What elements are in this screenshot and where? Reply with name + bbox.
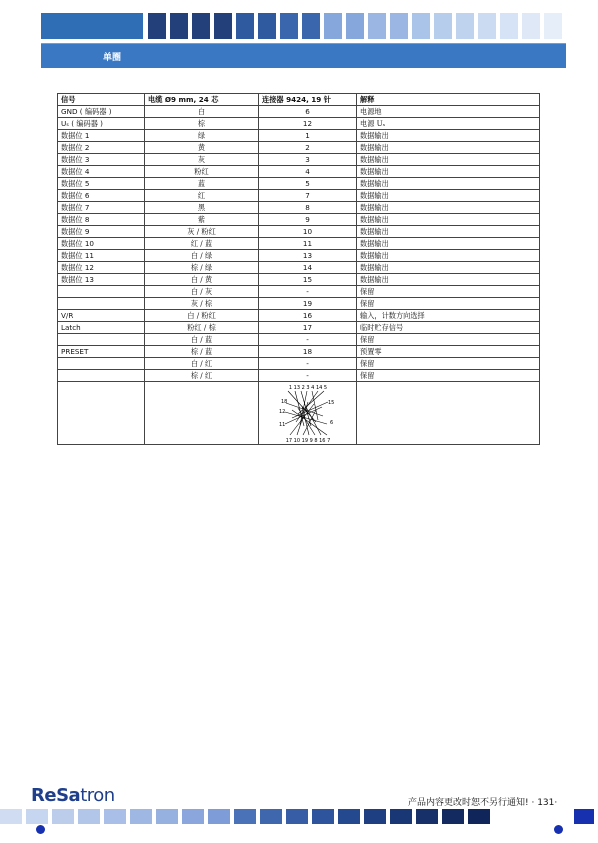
- cable-color-cell: 黄: [145, 142, 259, 154]
- decor-square: [416, 809, 438, 824]
- footer-end-block: [574, 809, 594, 824]
- pin-label-6: 6: [329, 420, 333, 426]
- table-header-row: [58, 94, 540, 106]
- pin-lines: [285, 391, 328, 435]
- signal-cell: Latch: [58, 322, 145, 334]
- cable-color-cell: 灰 / 棕: [145, 298, 259, 310]
- pin-cell: 3: [259, 154, 357, 166]
- explanation-cell: 数据输出: [357, 202, 540, 214]
- decor-square: [390, 13, 408, 39]
- table-row: [58, 106, 540, 118]
- signal-cell: 数据位 1: [58, 130, 145, 142]
- explanation-cell: 保留: [357, 358, 540, 370]
- pin-cell: 12: [259, 118, 357, 130]
- pin-label-12: 12: [278, 409, 285, 415]
- table-row: [58, 310, 540, 322]
- pin-cell: 4: [259, 166, 357, 178]
- header-explanation: 解释: [357, 94, 540, 106]
- cable-color-cell: 灰: [145, 154, 259, 166]
- signal-cell: [58, 286, 145, 298]
- empty-cell: [357, 382, 540, 445]
- decor-square: [208, 809, 230, 824]
- table-row: [58, 250, 540, 262]
- signal-cell: [58, 370, 145, 382]
- header-square-strip: [148, 13, 562, 39]
- explanation-cell: 预置零: [357, 346, 540, 358]
- pin-cell: 10: [259, 226, 357, 238]
- section-title-bar: [41, 43, 566, 68]
- decor-square: [156, 809, 178, 824]
- signal-cell: 数据位 6: [58, 190, 145, 202]
- cable-color-cell: 白: [145, 106, 259, 118]
- cable-color-cell: 红: [145, 190, 259, 202]
- table-row: [58, 226, 540, 238]
- signal-cell: 数据位 10: [58, 238, 145, 250]
- decor-square: [236, 13, 254, 39]
- signal-cell: [58, 298, 145, 310]
- pin-cell: -: [259, 358, 357, 370]
- table-row: [58, 322, 540, 334]
- explanation-cell: 数据输出: [357, 238, 540, 250]
- explanation-cell: 电源 Uₛ: [357, 118, 540, 130]
- cable-color-cell: 粉红 / 棕: [145, 322, 259, 334]
- signal-table: [57, 93, 540, 445]
- table-row: [58, 370, 540, 382]
- decor-square: [78, 809, 100, 824]
- table-row: [58, 178, 540, 190]
- pin-cell: 14: [259, 262, 357, 274]
- pin-cell: 2: [259, 142, 357, 154]
- footer-dot-right: [554, 825, 563, 834]
- pin-cell: 17: [259, 322, 357, 334]
- decor-square: [182, 809, 204, 824]
- cable-color-cell: 棕 / 红: [145, 370, 259, 382]
- decor-square: [468, 809, 490, 824]
- table-row: [58, 262, 540, 274]
- connector-pinout-diagram: [278, 382, 338, 444]
- pin-cell: -: [259, 334, 357, 346]
- table-row: [58, 274, 540, 286]
- connector-diagram-row: [58, 382, 540, 445]
- cable-color-cell: 棕 / 蓝: [145, 346, 259, 358]
- cable-color-cell: 白 / 绿: [145, 250, 259, 262]
- pin-cell: -: [259, 370, 357, 382]
- pin-cell: 9: [259, 214, 357, 226]
- cable-color-cell: 粉红: [145, 166, 259, 178]
- pin-cell: 15: [259, 274, 357, 286]
- header-signal: 信号: [58, 94, 145, 106]
- pin-cell: 5: [259, 178, 357, 190]
- table-row: [58, 190, 540, 202]
- pin-cell: -: [259, 286, 357, 298]
- table-row: [58, 238, 540, 250]
- decor-square: [26, 809, 48, 824]
- decor-square: [192, 13, 210, 39]
- decor-square: [500, 13, 518, 39]
- decor-square: [148, 13, 166, 39]
- decor-square: [364, 809, 386, 824]
- section-title: 单圈: [103, 53, 122, 63]
- cable-color-cell: 白 / 黄: [145, 274, 259, 286]
- signal-cell: 数据位 4: [58, 166, 145, 178]
- decor-square: [412, 13, 430, 39]
- table-row: [58, 154, 540, 166]
- signal-cell: 数据位 8: [58, 214, 145, 226]
- table-row: [58, 298, 540, 310]
- table-row: [58, 286, 540, 298]
- pin-cell: 16: [259, 310, 357, 322]
- decor-square: [258, 13, 276, 39]
- decor-square: [104, 809, 126, 824]
- explanation-cell: 保留: [357, 370, 540, 382]
- signal-cell: 数据位 5: [58, 178, 145, 190]
- cable-color-cell: 紫: [145, 214, 259, 226]
- decor-square: [390, 809, 412, 824]
- pin-cell: 13: [259, 250, 357, 262]
- decor-square: [338, 809, 360, 824]
- pin-labels-top: 1 13 2 3 4 14 5: [288, 385, 327, 391]
- decor-square: [286, 809, 308, 824]
- signal-cell: 数据位 12: [58, 262, 145, 274]
- cable-color-cell: 白 / 粉红: [145, 310, 259, 322]
- explanation-cell: 数据输出: [357, 226, 540, 238]
- table-row: [58, 346, 540, 358]
- decor-square: [434, 13, 452, 39]
- explanation-cell: 数据输出: [357, 274, 540, 286]
- explanation-cell: 数据输出: [357, 130, 540, 142]
- explanation-cell: 临时贮存信号: [357, 322, 540, 334]
- decor-square: [214, 13, 232, 39]
- pin-cell: 8: [259, 202, 357, 214]
- explanation-cell: 数据输出: [357, 214, 540, 226]
- signal-cell: [58, 358, 145, 370]
- pin-label-15: 15: [327, 400, 334, 406]
- pin-cell: 6: [259, 106, 357, 118]
- explanation-cell: 数据输出: [357, 190, 540, 202]
- decor-square: [544, 13, 562, 39]
- explanation-cell: 数据输出: [357, 178, 540, 190]
- signal-cell: 数据位 2: [58, 142, 145, 154]
- decor-square: [324, 13, 342, 39]
- empty-cell: [145, 382, 259, 445]
- table-row: [58, 358, 540, 370]
- pin-labels-bottom: 17 10 19 9 8 16 7: [285, 438, 330, 444]
- pin-label-11: 11: [278, 422, 285, 428]
- pin-cell: 11: [259, 238, 357, 250]
- cable-color-cell: 棕: [145, 118, 259, 130]
- pin-label-18: 18: [280, 399, 287, 405]
- explanation-cell: 数据输出: [357, 154, 540, 166]
- explanation-cell: 保留: [357, 298, 540, 310]
- explanation-cell: 保留: [357, 286, 540, 298]
- cable-color-cell: 白 / 蓝: [145, 334, 259, 346]
- header-connector: 连接器 9424, 19 针: [259, 94, 357, 106]
- table-row: [58, 214, 540, 226]
- decor-square: [346, 13, 364, 39]
- signal-cell: PRESET: [58, 346, 145, 358]
- footer-notice: 产品内容更改时恕不另行通知! · 131·: [408, 798, 558, 808]
- signal-cell: 数据位 13: [58, 274, 145, 286]
- cable-color-cell: 白 / 灰: [145, 286, 259, 298]
- table-body: [58, 106, 540, 445]
- connector-pinout-cell: [259, 382, 357, 445]
- table-row: [58, 142, 540, 154]
- decor-square: [442, 809, 464, 824]
- footer-dot-left: [36, 825, 45, 834]
- signal-cell: 数据位 7: [58, 202, 145, 214]
- decor-square: [456, 13, 474, 39]
- cable-color-cell: 白 / 红: [145, 358, 259, 370]
- decor-square: [478, 13, 496, 39]
- cable-color-cell: 黑: [145, 202, 259, 214]
- signal-cell: GND ( 编码器 ): [58, 106, 145, 118]
- pin-cell: 19: [259, 298, 357, 310]
- explanation-cell: 保留: [357, 334, 540, 346]
- signal-cell: V/R: [58, 310, 145, 322]
- decor-square: [130, 809, 152, 824]
- decor-square: [280, 13, 298, 39]
- header-color-bar: [41, 13, 143, 39]
- resatron-logo: ReSatron: [31, 785, 115, 806]
- decor-square: [312, 809, 334, 824]
- signal-cell: 数据位 11: [58, 250, 145, 262]
- table-row: [58, 130, 540, 142]
- decor-square: [234, 809, 256, 824]
- header-cable: 电缆 Ø9 mm, 24 芯: [145, 94, 259, 106]
- cable-color-cell: 棕 / 绿: [145, 262, 259, 274]
- explanation-cell: 数据输出: [357, 250, 540, 262]
- pin-cell: 18: [259, 346, 357, 358]
- cable-color-cell: 蓝: [145, 178, 259, 190]
- decor-square: [52, 809, 74, 824]
- cable-color-cell: 灰 / 粉红: [145, 226, 259, 238]
- decor-square: [260, 809, 282, 824]
- decor-square: [302, 13, 320, 39]
- decor-square: [0, 809, 22, 824]
- explanation-cell: 数据输出: [357, 166, 540, 178]
- signal-cell: 数据位 9: [58, 226, 145, 238]
- decor-square: [368, 13, 386, 39]
- pin-cell: 7: [259, 190, 357, 202]
- table-row: [58, 202, 540, 214]
- decor-square: [170, 13, 188, 39]
- table-row: [58, 118, 540, 130]
- pin-cell: 1: [259, 130, 357, 142]
- signal-cell: Uₛ ( 编码器 ): [58, 118, 145, 130]
- cable-color-cell: 绿: [145, 130, 259, 142]
- footer-square-strip: [0, 809, 490, 824]
- explanation-cell: 数据输出: [357, 262, 540, 274]
- decor-square: [522, 13, 540, 39]
- signal-cell: 数据位 3: [58, 154, 145, 166]
- table-row: [58, 334, 540, 346]
- explanation-cell: 输入，计数方向选择: [357, 310, 540, 322]
- explanation-cell: 电源地: [357, 106, 540, 118]
- table-row: [58, 166, 540, 178]
- cable-color-cell: 红 / 蓝: [145, 238, 259, 250]
- explanation-cell: 数据输出: [357, 142, 540, 154]
- empty-cell: [58, 382, 145, 445]
- signal-cell: [58, 334, 145, 346]
